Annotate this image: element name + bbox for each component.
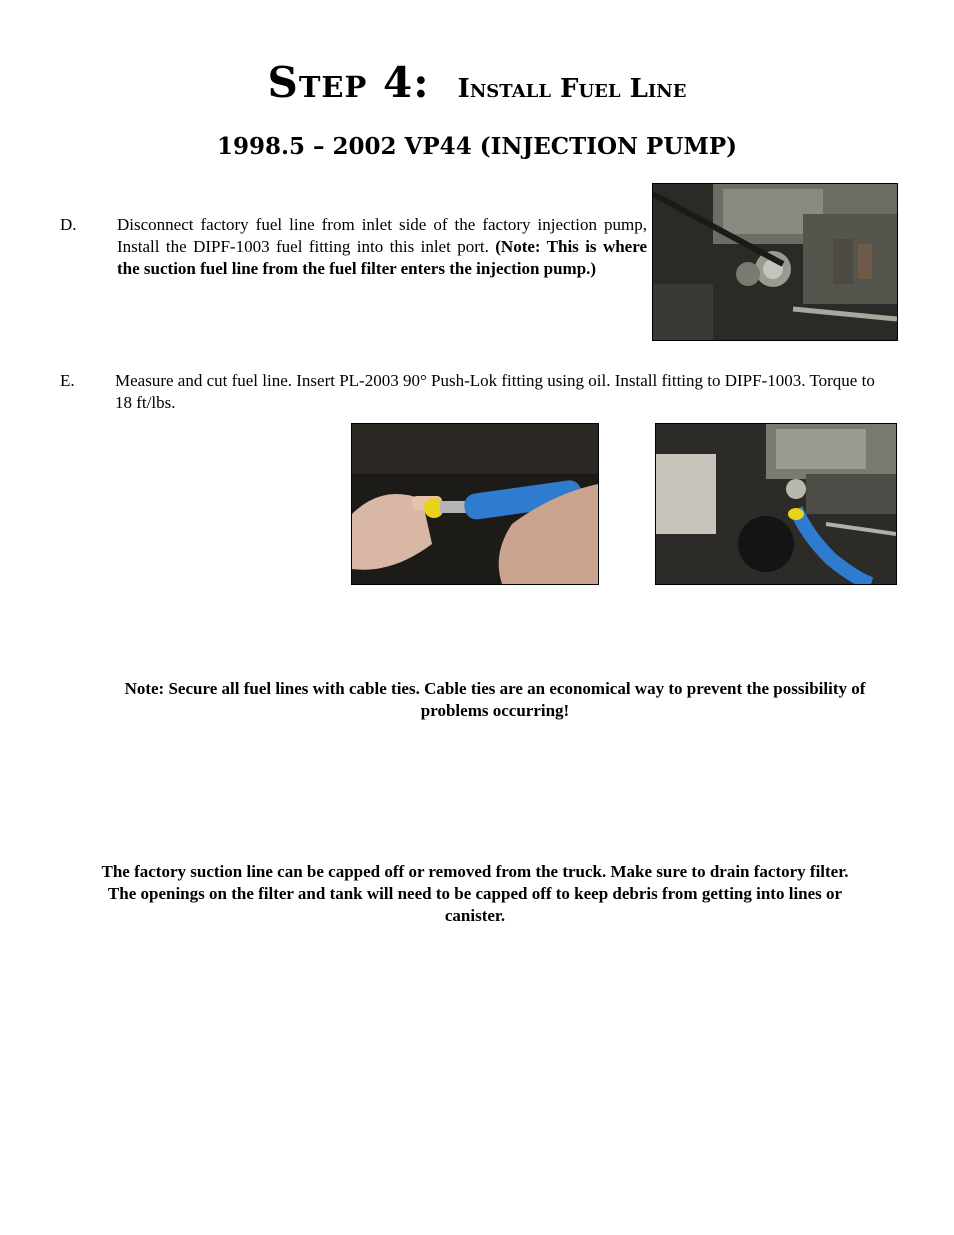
note-suction-line: The factory suction line can be capped off or removed from the truck. Make sure to drain factory filter. The openings on the filter and tank will need to be capped off to keep debris from getting into lines or canister. <box>101 862 849 925</box>
page-title <box>0 58 954 107</box>
step-d-text <box>117 214 647 280</box>
photo-injection-pump-inlet <box>652 183 898 341</box>
step-d-letter: D. <box>60 215 77 234</box>
step-d-body: Disconnect factory fuel line from inlet side of the factory injection pump, Install the DIPF-1003 fuel fitting into this inlet port. <box>117 215 647 256</box>
photo-installed-fuel-line <box>655 423 897 585</box>
step-label: Step 4: <box>267 58 430 107</box>
step-d-note: (Note: This is where the suction fuel line from the fuel filter enters the injection pump.) <box>117 237 648 278</box>
step-e-text: Measure and cut fuel line. Insert PL-2003 90° Push-Lok fitting using oil. Install fitting to DIPF-1003. Torque to 18 ft/lbs. <box>115 371 875 412</box>
page-subtitle: 1998.5 – 2002 VP44 (INJECTION PUMP) <box>216 133 738 160</box>
step-e-letter: E. <box>60 371 75 390</box>
note-cable-ties: Note: Secure all fuel lines with cable ties. Cable ties are an economical way to prevent the possibility of problems occurring! <box>124 679 866 720</box>
photo-insert-fitting <box>351 423 599 585</box>
step-title: Install Fuel Line <box>457 74 687 104</box>
